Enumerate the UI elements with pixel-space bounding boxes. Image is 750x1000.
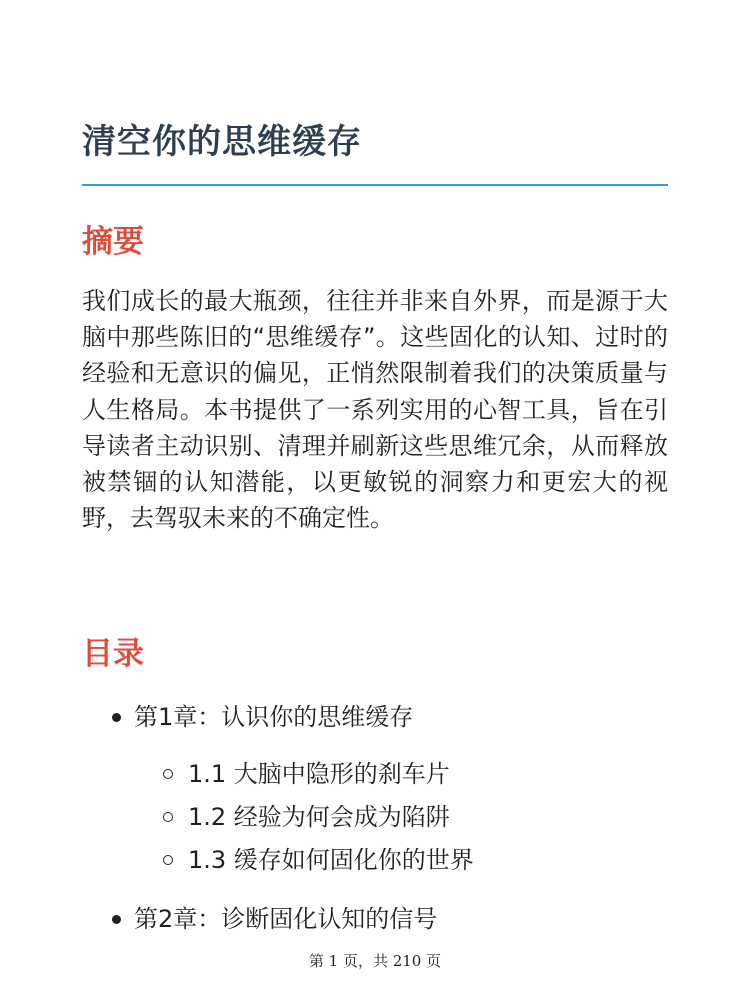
toc-heading: 目录	[82, 636, 144, 672]
toc-section-label: 1.3 缓存如何固化你的世界	[188, 846, 474, 874]
title-divider	[82, 184, 668, 186]
toc-section-label: 1.2 经验为何会成为陷阱	[188, 803, 450, 831]
toc-section-1-3[interactable]	[188, 843, 474, 877]
page-number-footer: 第 1 页，共 210 页	[308, 952, 442, 970]
toc-section-1-1[interactable]	[188, 757, 450, 791]
bullet-circle-icon	[163, 812, 173, 822]
toc-chapter-1[interactable]	[134, 700, 413, 734]
bullet-circle-icon	[163, 855, 173, 865]
toc-chapter-label: 第2章：诊断固化认知的信号	[134, 905, 438, 933]
toc-chapter-label: 第1章：认识你的思维缓存	[134, 703, 414, 731]
toc-chapter-2[interactable]	[134, 902, 437, 936]
abstract-paragraph: 我们成长的最大瓶颈，往往并非来自外界，而是源于大脑中那些陈旧的“思维缓存”。这些固化的认知、过时的经验和无意识的偏见，正悄然限制着我们的决策质量与人生格局。本书提供了一系列实用的心智工具，旨在引导读者主动识别、清理并刷新这些思维冗余，从而释放被禁锢的认知潜能，以更敏锐的洞察力和更宏大的视野，去驾驭未来的不确定性。	[82, 287, 668, 533]
bullet-circle-icon	[163, 769, 173, 779]
book-title: 清空你的思维缓存	[82, 122, 362, 162]
bullet-disc-icon	[112, 713, 121, 722]
abstract-heading: 摘要	[82, 224, 144, 260]
toc-section-1-2[interactable]	[188, 800, 450, 834]
toc-section-label: 1.1 大脑中隐形的刹车片	[188, 760, 450, 788]
bullet-disc-icon	[112, 915, 121, 924]
